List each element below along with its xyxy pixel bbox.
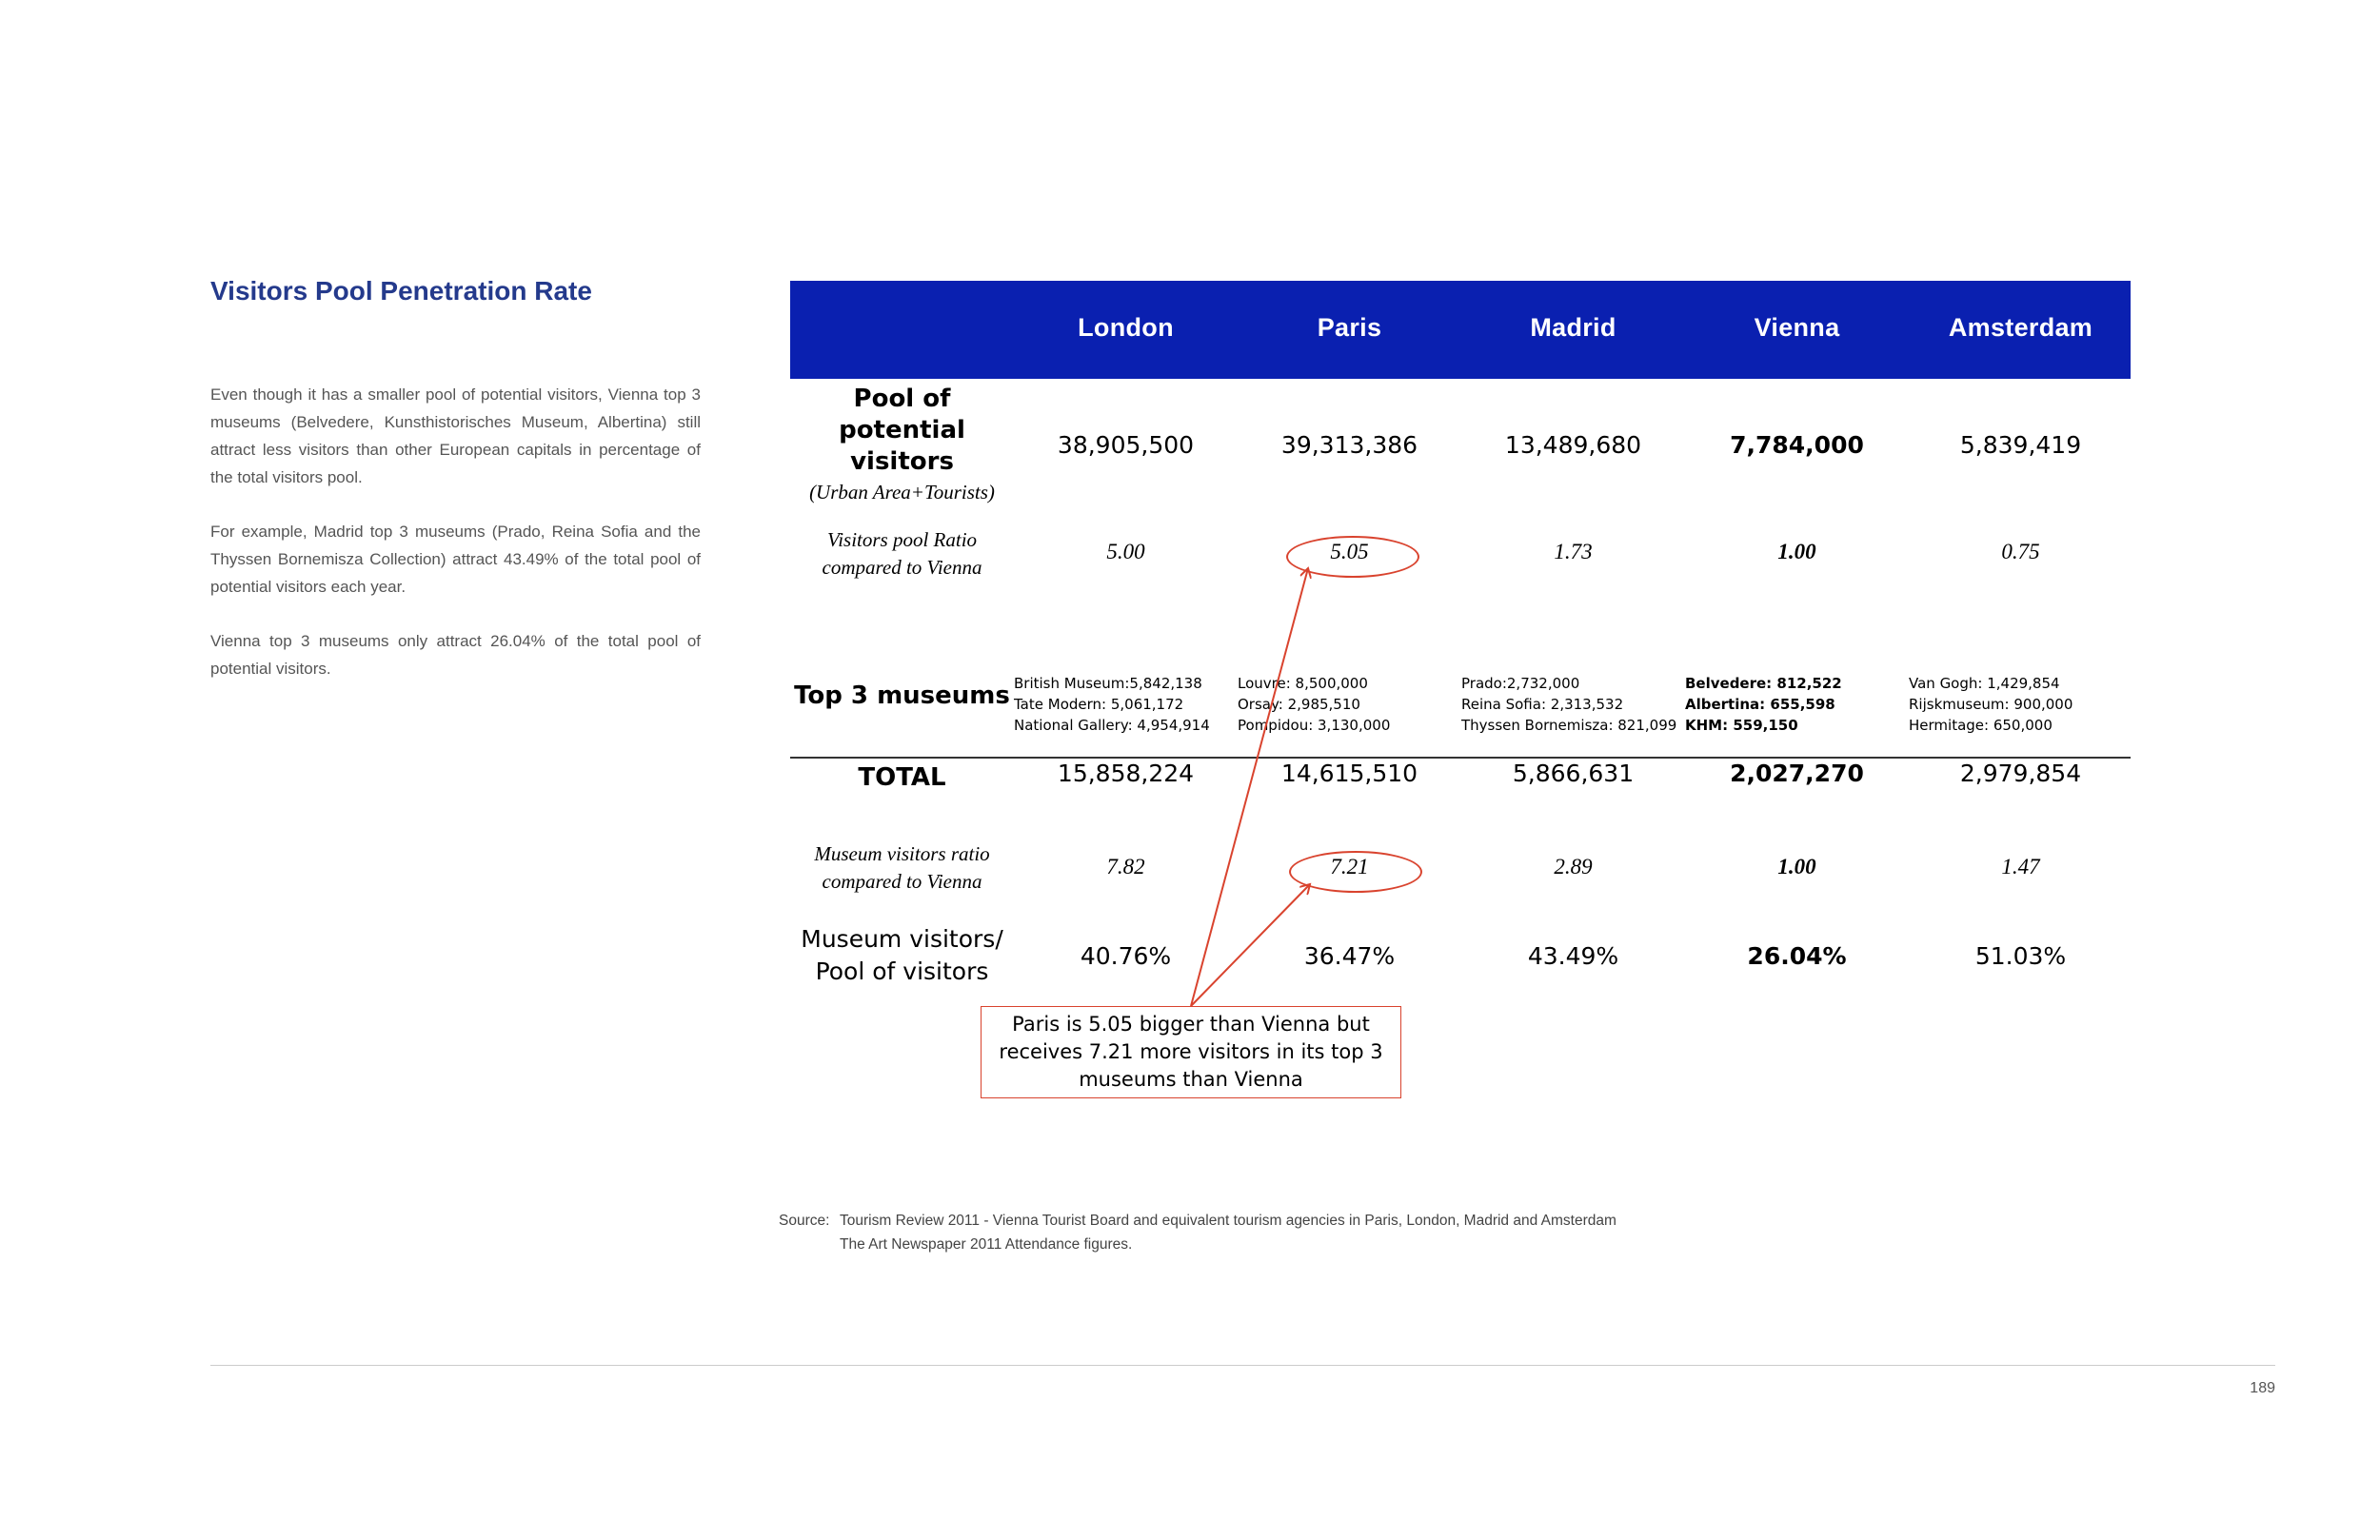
museum-entry: Tate Modern: 5,061,172	[1014, 696, 1184, 713]
annotation-arrows	[790, 281, 2131, 1099]
museum-entry: National Gallery: 4,954,914	[1014, 717, 1210, 734]
total-madrid: 5,866,631	[1512, 760, 1635, 787]
pool-ratio-paris: 5.05	[1330, 540, 1369, 563]
source-note	[779, 1209, 1616, 1256]
column-header-madrid: Madrid	[1530, 313, 1616, 342]
penetration-vienna: 26.04%	[1747, 942, 1847, 970]
penetration-madrid: 43.49%	[1527, 942, 1619, 970]
museum-entry: Thyssen Bornemisza: 821,099	[1461, 717, 1677, 734]
row-label-total: TOTAL	[858, 763, 946, 792]
source-line: Tourism Review 2011 - Vienna Tourist Board and equivalent tourism agencies in Paris, London, Madrid and Amsterdam	[840, 1213, 1616, 1229]
source-label: Source:	[779, 1213, 830, 1229]
museum-entry: Orsay: 2,985,510	[1238, 696, 1360, 713]
pool-value-amsterdam: 5,839,419	[1959, 431, 2082, 459]
pool-ratio-madrid: 1.73	[1554, 540, 1593, 563]
callout-box: Paris is 5.05 bigger than Vienna but receives 7.21 more visitors in its top 3 museums than Vienna	[981, 1006, 1401, 1098]
museum-ratio-vienna: 1.00	[1777, 855, 1816, 879]
pool-value-vienna: 7,784,000	[1730, 431, 1864, 459]
column-header-vienna: Vienna	[1754, 313, 1840, 342]
penetration-london: 40.76%	[1080, 942, 1172, 970]
museum-entry: Albertina: 655,598	[1685, 696, 1835, 713]
row-label-pool-ratio: Visitors pool Ratio compared to Vienna	[822, 528, 982, 579]
row-label-pool-text: Pool of potential visitors	[839, 385, 965, 476]
museum-ratio-london: 7.82	[1106, 855, 1145, 879]
museum-entry: Hermitage: 650,000	[1909, 717, 2053, 734]
row-label-museum-ratio: Museum visitors ratio compared to Vienna	[814, 842, 990, 893]
row-label-pool-sublabel: (Urban Area+Tourists)	[809, 481, 995, 503]
total-london: 15,858,224	[1057, 760, 1195, 787]
intro-paragraph: For example, Madrid top 3 museums (Prado, Reina Sofia and the Thyssen Bornemisza Collection) attract 43.49% of the total pool of potential visitors each year.	[210, 523, 701, 596]
museum-entry: Prado:2,732,000	[1461, 675, 1580, 692]
museum-entry: Louvre: 8,500,000	[1238, 675, 1368, 692]
penetration-paris: 36.47%	[1303, 942, 1396, 970]
pool-value-madrid: 13,489,680	[1504, 431, 1642, 459]
pool-ratio-london: 5.00	[1106, 540, 1145, 563]
pool-value-paris: 39,313,386	[1280, 431, 1418, 459]
total-amsterdam: 2,979,854	[1959, 760, 2082, 787]
museum-entry: Belvedere: 812,522	[1685, 675, 1842, 692]
column-header-london: London	[1078, 313, 1174, 342]
total-vienna: 2,027,270	[1730, 760, 1864, 787]
museum-ratio-amsterdam: 1.47	[2001, 855, 2040, 879]
source-line: The Art Newspaper 2011 Attendance figures.	[840, 1236, 1133, 1253]
museum-entry: Pompidou: 3,130,000	[1238, 717, 1391, 734]
row-label-penetration: Museum visitors/ Pool of visitors	[801, 925, 1003, 985]
arrow-to-pool-ratio	[1191, 568, 1308, 1006]
penetration-amsterdam: 51.03%	[1974, 942, 2067, 970]
arrow-to-museum-ratio	[1191, 884, 1310, 1006]
page-number: 189	[2250, 1380, 2275, 1396]
column-header-amsterdam: Amsterdam	[1948, 313, 2093, 342]
footer-divider	[210, 1365, 2275, 1366]
pool-value-london: 38,905,500	[1057, 431, 1195, 459]
museum-entry: British Museum:5,842,138	[1014, 675, 1202, 692]
museum-entry: Rijskmuseum: 900,000	[1909, 696, 2073, 713]
column-header-paris: Paris	[1317, 313, 1382, 342]
museum-entry: KHM: 559,150	[1685, 717, 1798, 734]
pool-ratio-vienna: 1.00	[1777, 540, 1816, 563]
page-title: Visitors Pool Penetration Rate	[210, 276, 592, 306]
pool-ratio-amsterdam: 0.75	[2001, 540, 2040, 563]
museum-ratio-paris: 7.21	[1330, 855, 1369, 879]
intro-paragraph: Even though it has a smaller pool of potential visitors, Vienna top 3 museums (Belvedere, Kunsthistorisches Museum, Albertina) still attract less visitors than other European capitals in percentage of the total visitors pool.	[210, 385, 701, 486]
museum-entry: Van Gogh: 1,429,854	[1909, 675, 2060, 692]
museum-ratio-madrid: 2.89	[1554, 855, 1593, 879]
intro-paragraph: Vienna top 3 museums only attract 26.04% of the total pool of potential visitors.	[210, 632, 701, 678]
museum-entry: Reina Sofia: 2,313,532	[1461, 696, 1624, 713]
row-label-top3: Top 3 museums	[794, 681, 1010, 710]
intro-text	[210, 381, 701, 709]
total-paris: 14,615,510	[1280, 760, 1418, 787]
comparison-table	[790, 281, 2131, 1099]
